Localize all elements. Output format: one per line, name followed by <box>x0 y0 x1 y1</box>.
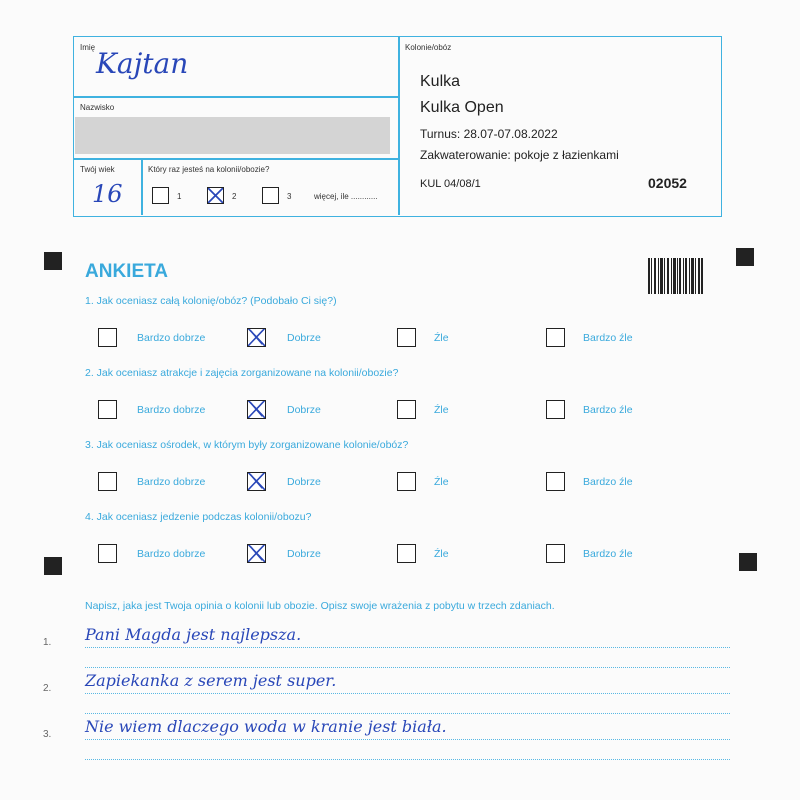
opinion-dotted-line <box>85 647 730 648</box>
q4-option-label: Źle <box>434 548 449 560</box>
ktory-raz-more: więcej, ile ............ <box>314 192 378 201</box>
q1-option-label: Bardzo dobrze <box>137 332 206 344</box>
ktory-raz-label: Który raz jesteś na kolonii/obozie? <box>148 165 270 174</box>
q3-option-label: Bardzo źle <box>583 476 633 488</box>
ktory-raz-checkbox-3[interactable] <box>262 187 279 204</box>
q3-checkbox-3[interactable] <box>397 472 416 491</box>
q2-checkbox-4[interactable] <box>546 400 565 419</box>
q2-checkbox-1[interactable] <box>98 400 117 419</box>
question-text: 4. Jak oceniasz jedzenie podczas kolonii/obozu? <box>85 511 312 523</box>
check-x-icon <box>248 473 265 490</box>
q4-checkbox-4[interactable] <box>546 544 565 563</box>
imie-value[interactable]: Kajtan <box>96 47 189 80</box>
q3-option-label: Bardzo dobrze <box>137 476 206 488</box>
opinion-prompt: Napisz, jaka jest Twoja opinia o kolonii lub obozie. Opisz swoje wrażenia z pobytu w trzech zdaniach. <box>85 600 555 612</box>
opinion-dotted-line <box>85 759 730 760</box>
q4-option-label: Bardzo dobrze <box>137 548 206 560</box>
opinion-handwritten-text[interactable]: Nie wiem dlaczego woda w kranie jest biała. <box>85 717 447 736</box>
q4-option-label: Bardzo źle <box>583 548 633 560</box>
q4-checkbox-1[interactable] <box>98 544 117 563</box>
check-x-icon <box>248 401 265 418</box>
question-text: 2. Jak oceniasz atrakcje i zajęcia zorganizowane na kolonii/obozie? <box>85 367 399 379</box>
numer-text: 02052 <box>648 175 687 191</box>
check-x-icon <box>248 545 265 562</box>
registration-marker-tr <box>736 248 754 266</box>
q3-checkbox-4[interactable] <box>546 472 565 491</box>
imie-label: Imię <box>80 43 96 52</box>
check-x-icon <box>208 188 223 203</box>
q4-checkbox-3[interactable] <box>397 544 416 563</box>
question-text: 1. Jak oceniasz całą kolonię/obóz? (Podobało Ci się?) <box>85 295 337 307</box>
q1-option-label: Dobrze <box>287 332 321 344</box>
q2-option-label: Dobrze <box>287 404 321 416</box>
registration-marker-tl <box>44 252 62 270</box>
q3-option-label: Dobrze <box>287 476 321 488</box>
q1-option-label: Źle <box>434 332 449 344</box>
opinion-dotted-line <box>85 739 730 740</box>
q2-option-label: Bardzo źle <box>583 404 633 416</box>
ktory-raz-option-2: 2 <box>232 192 237 201</box>
opinion-line-number: 3. <box>43 729 52 740</box>
opinion-dotted-line <box>85 713 730 714</box>
wiek-label: Twój wiek <box>80 165 115 174</box>
q1-option-label: Bardzo źle <box>583 332 633 344</box>
registration-marker-bl <box>44 557 62 575</box>
barcode-icon <box>648 258 703 294</box>
opinion-dotted-line <box>85 693 730 694</box>
q4-checkbox-2[interactable] <box>247 544 266 563</box>
opinion-dotted-line <box>85 667 730 668</box>
q3-checkbox-1[interactable] <box>98 472 117 491</box>
ktory-raz-option-3: 3 <box>287 192 292 201</box>
q1-checkbox-2[interactable] <box>247 328 266 347</box>
turnus-text: Turnus: 28.07-07.08.2022 <box>420 127 558 141</box>
ktory-raz-checkbox-1[interactable] <box>152 187 169 204</box>
kolonia-program: Kulka Open <box>420 99 504 116</box>
q2-checkbox-3[interactable] <box>397 400 416 419</box>
q1-checkbox-3[interactable] <box>397 328 416 347</box>
q3-option-label: Źle <box>434 476 449 488</box>
q4-option-label: Dobrze <box>287 548 321 560</box>
opinion-line-number: 2. <box>43 683 52 694</box>
opinion-handwritten-text[interactable]: Pani Magda jest najlepsza. <box>85 625 302 644</box>
q3-checkbox-2[interactable] <box>247 472 266 491</box>
q2-option-label: Źle <box>434 404 449 416</box>
nazwisko-label: Nazwisko <box>80 103 115 112</box>
nazwisko-redacted <box>75 117 390 154</box>
q1-checkbox-1[interactable] <box>98 328 117 347</box>
survey-title: ANKIETA <box>85 261 169 282</box>
registration-marker-br <box>739 553 757 571</box>
zakwaterowanie-text: Zakwaterowanie: pokoje z łazienkami <box>420 148 619 162</box>
check-x-icon <box>248 329 265 346</box>
ktory-raz-checkbox-2[interactable] <box>207 187 224 204</box>
q1-checkbox-4[interactable] <box>546 328 565 347</box>
kolonia-name: Kulka <box>420 73 461 90</box>
q2-option-label: Bardzo dobrze <box>137 404 206 416</box>
q2-checkbox-2[interactable] <box>247 400 266 419</box>
opinion-handwritten-text[interactable]: Zapiekanka z serem jest super. <box>85 671 337 690</box>
opinion-line-number: 1. <box>43 637 52 648</box>
kolonie-label: Kolonie/obóz <box>405 43 452 52</box>
ktory-raz-option-1: 1 <box>177 192 182 201</box>
kod-text: KUL 04/08/1 <box>420 178 481 190</box>
wiek-value[interactable]: 16 <box>92 180 123 208</box>
question-text: 3. Jak oceniasz ośrodek, w którym były zorganizowane kolonie/obóz? <box>85 439 409 451</box>
